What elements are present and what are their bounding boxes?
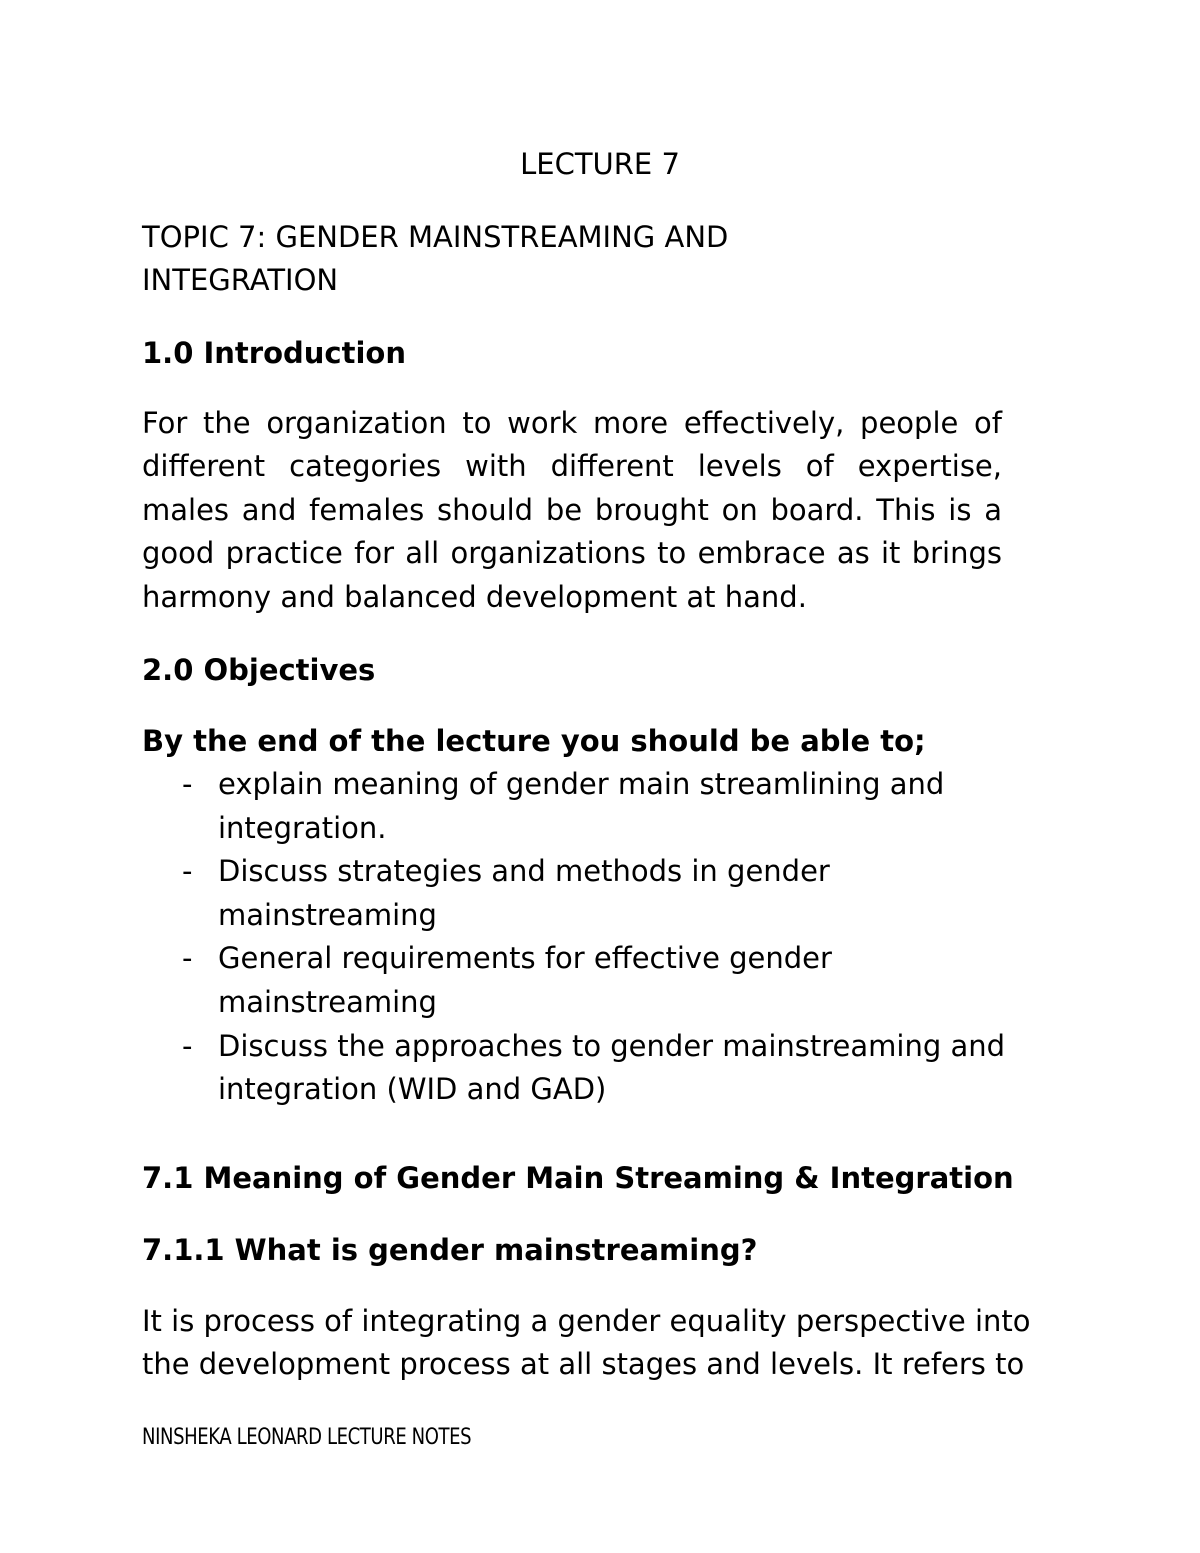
objectives-lead: By the end of the lecture you should be able to; xyxy=(142,724,926,758)
lecture-title: LECTURE 7 xyxy=(520,147,680,181)
introduction-line: For the organization to work more effectively, people of xyxy=(142,406,1002,440)
introduction-line: different categories with different levels of expertise, xyxy=(142,449,1002,483)
topic-title-line-2: INTEGRATION xyxy=(142,263,339,297)
objective-item-line: integration. xyxy=(218,811,387,845)
introduction-line: harmony and balanced development at hand. xyxy=(142,580,807,614)
introduction-line: males and females should be brought on board. This is a xyxy=(142,493,1002,527)
objective-item-line: Discuss strategies and methods in gender xyxy=(218,854,830,888)
introduction-line: good practice for all organizations to embrace as it brings xyxy=(142,536,1002,570)
objectives-heading: 2.0 Objectives xyxy=(142,653,376,687)
page-footer: NINSHEKA LEONARD LECTURE NOTES xyxy=(142,1425,472,1450)
body-line: It is process of integrating a gender equality perspective into xyxy=(142,1304,1031,1338)
objective-item-line: mainstreaming xyxy=(218,898,437,932)
objective-item-line: General requirements for effective gender xyxy=(218,941,832,975)
list-bullet: - xyxy=(182,767,193,801)
objective-item-line: explain meaning of gender main streamlining and xyxy=(218,767,945,801)
introduction-heading: 1.0 Introduction xyxy=(142,336,406,370)
section-7-1-heading: 7.1 Meaning of Gender Main Streaming & Integration xyxy=(142,1161,1014,1195)
topic-title-line-1: TOPIC 7: GENDER MAINSTREAMING AND xyxy=(142,220,729,254)
objective-item-line: mainstreaming xyxy=(218,985,437,1019)
section-7-1-1-heading: 7.1.1 What is gender mainstreaming? xyxy=(142,1233,758,1267)
list-bullet: - xyxy=(182,941,193,975)
body-line: the development process at all stages and levels. It refers to xyxy=(142,1347,1025,1381)
objective-item-line: integration (WID and GAD) xyxy=(218,1072,607,1106)
list-bullet: - xyxy=(182,854,193,888)
list-bullet: - xyxy=(182,1029,193,1063)
objective-item-line: Discuss the approaches to gender mainstreaming and xyxy=(218,1029,1006,1063)
